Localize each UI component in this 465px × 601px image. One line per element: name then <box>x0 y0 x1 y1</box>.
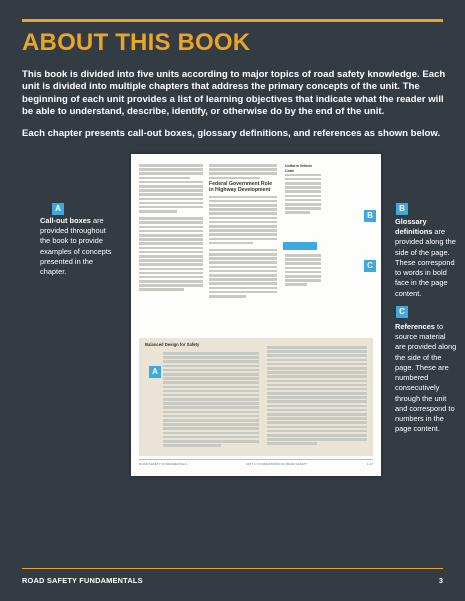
callout-a-term: Call-out boxes <box>40 216 91 225</box>
sample-footer-right: 1-17 <box>366 462 373 466</box>
callout-box-column-left <box>163 352 259 448</box>
callout-c-text <box>395 322 457 434</box>
sample-footer-mid: UNIT 1: FOUNDATIONS OF ROAD SAFETY <box>245 462 308 466</box>
margin-reference-note <box>285 254 321 288</box>
page-title: ABOUT THIS BOOK <box>22 29 251 56</box>
callout-b-desc: are provided along the side of the page. These correspond to words in bold face in the page content. <box>395 227 456 298</box>
callout-a-text <box>40 216 116 277</box>
glossary-marker-bar <box>283 242 317 250</box>
sample-callout-title: Balanced Design for Safety <box>145 342 200 347</box>
sample-page-heading: Federal Government Role in Highway Development <box>209 181 273 194</box>
callout-c-marker: C <box>396 306 408 318</box>
page-column-middle <box>209 164 277 299</box>
callout-b-term: Glossary definitions <box>395 217 433 237</box>
footer-page-number: 3 <box>438 576 443 585</box>
sample-footer-left: ROAD SAFETY FUNDAMENTALS <box>139 462 187 466</box>
page-column-left <box>139 164 203 293</box>
callout-b-marker: B <box>396 203 408 215</box>
callout-c-term: References <box>395 322 435 331</box>
footer-book-title: ROAD SAFETY FUNDAMENTALS <box>22 576 143 585</box>
intro-paragraph-2: Each chapter presents call-out boxes, glossary definitions, and references as shown below. <box>22 128 441 139</box>
bottom-rule <box>22 568 443 569</box>
callout-a-marker: A <box>52 203 64 215</box>
margin-note-title: Uniform Vehicle Code <box>285 164 313 173</box>
page-marker-b: B <box>364 210 376 222</box>
sample-page-footer <box>139 459 373 466</box>
callout-c-desc: to source material are provided along the side of the page. These are numbered consecutively through the unit and correspond to numbers in the page content. <box>395 322 457 434</box>
margin-glossary-note <box>285 164 321 216</box>
sample-callout-box <box>139 338 373 456</box>
page-marker-a: A <box>149 366 161 378</box>
page-marker-c: C <box>364 260 376 272</box>
intro-paragraph: This book is divided into five units according to major topics of road safety knowledge. Each unit is divided into multiple chapters that address the primary concepts of the unit. The beginning of each unit provides a list of learning objectives that indicate what the reader will be able to understand, describe, identify, or otherwise do by the end of the unit. <box>22 69 446 118</box>
callout-box-column-right <box>267 346 367 447</box>
sample-book-page <box>131 154 381 476</box>
callout-a-desc: are provided throughout the book to provide examples of concepts presented in the chapter. <box>40 216 112 277</box>
callout-b-text <box>395 217 457 299</box>
top-rule <box>22 19 443 22</box>
